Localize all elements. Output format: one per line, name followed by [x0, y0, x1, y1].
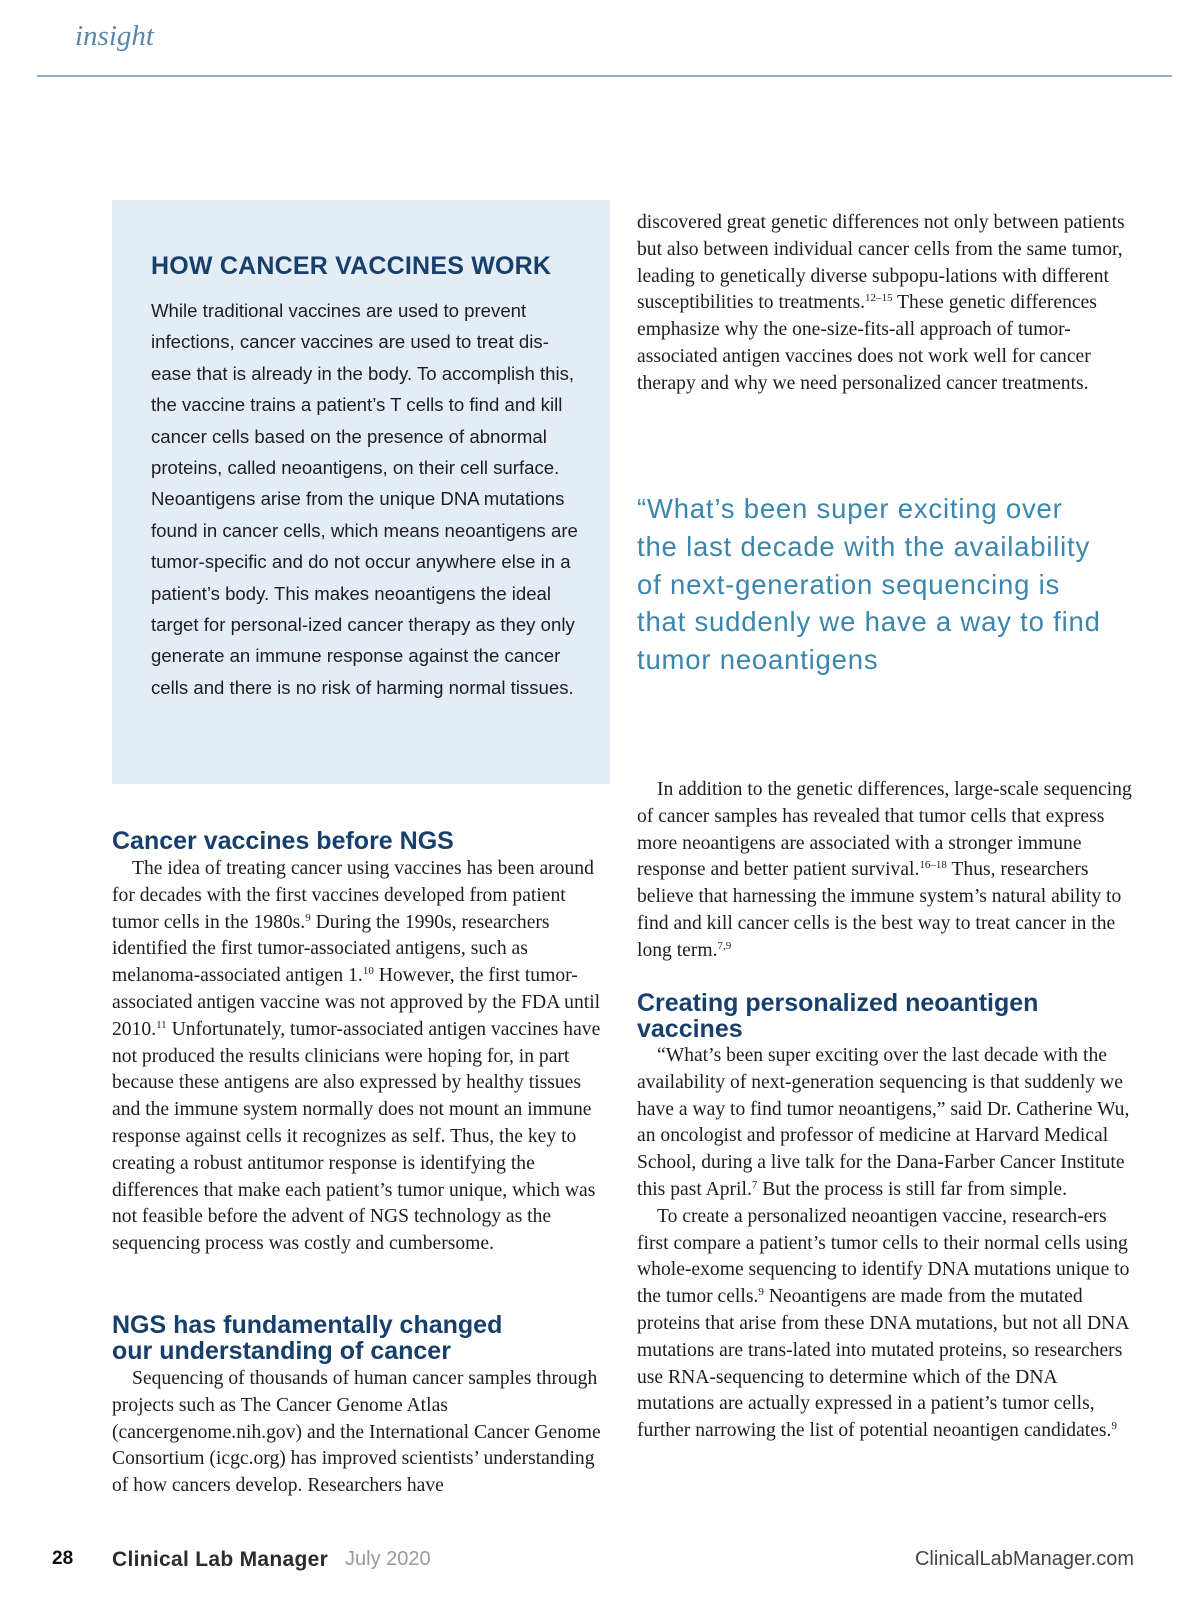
magazine-name: Clinical Lab Manager — [112, 1548, 329, 1571]
page-number: 28 — [52, 1548, 74, 1569]
section-label: insight — [75, 20, 154, 52]
section-heading-ngs-changed: NGS has fundamentally changed our understanding of cancer — [112, 1311, 503, 1365]
pull-quote: “What’s been super exciting over the last decade with the availability of next-generation sequencing is that suddenly we have a way to find tumor neoantigens — [637, 493, 1101, 676]
section-heading-creating-vaccines: Creating personalized neoantigen vaccines — [637, 989, 1039, 1043]
sidebar-title: HOW CANCER VACCINES WORK — [151, 252, 552, 280]
header-rule — [37, 75, 1172, 77]
citation: 9 — [305, 911, 311, 924]
citation: 16–18 — [919, 859, 947, 872]
website-link[interactable]: ClinicalLabManager.com — [914, 1548, 1134, 1570]
citation: 9 — [758, 1286, 764, 1299]
citation: 7,9 — [717, 939, 732, 952]
issue-date: July 2020 — [345, 1548, 431, 1570]
section-heading-cancer-vaccines: Cancer vaccines before NGS — [112, 827, 454, 855]
citation: 12–15 — [865, 292, 893, 305]
sidebar-body: While traditional vaccines are used to prevent infections, cancer vaccines are used to treat dis-ease that is already in the body. To accomplish this, the vaccine trains a patient’s T cells to find and kill cancer cells based on the presence of abnormal proteins, called neoantigens, on their cell surface. Neoantigens arise from the unique DNA mutations found in cancer cells, which means neoantigens are tumor-specific and do not occur anywhere else in a patient’s body. This makes neoantigens the ideal target for personal-ized cancer therapy as they only generate an immune response against the cancer cells and there is no risk of harming normal tissues. — [151, 300, 578, 698]
section1-paragraph: The idea of treating cancer using vaccines has been around for decades with the first vaccines developed from patient tumor cells in the 1980s.$^9$ During the 1990s, researchers identified the first tumor-associated antigens, such as melanoma-associated antigen 1.10 However, the first tumor-associated antigen vaccine was not approved by the FDA until 2010.11 Unfortunately, tumor-associated antigen vaccines have not produced the results clinicians were hoping for, in part because these antigens are also expressed by healthy tissues and the immune system normally does not mount an immune response against cells it recognizes as self. Thus, the key to creating a robust antitumor response is identifying the differences that make each patient’s tumor unique, which was not feasible before the advent of NGS technology as the sequencing process was costly and cumbersome. — [112, 858, 601, 1255]
col2-top-paragraph: discovered great genetic differences not only between patients but also between individual cancer cells from the same tumor, leading to genetically diverse subpopu-lations with different susceptibilities to treatments.$^{12-15}$ These genetic differences emphasize why the one-size-fits-all approach of tumor-associated antigen vaccines does not work well for cancer therapy and why we need personalized cancer treatments. — [637, 212, 1125, 394]
col2-mid-paragraph: In addition to the genetic differences, large-scale sequencing of cancer samples has revealed that tumor cells that express more neoantigens are associated with a stronger immune response and better patient survival.$^{16-18}$ Thus, researchers believe that harnessing the immune system’s natural ability to find and kill cancer cells is the best way to treat cancer in the long term.$^{7,9}$ — [637, 779, 1132, 961]
citation: 7 — [751, 1178, 758, 1191]
section3-paragraphs: “What’s been super exciting over the last decade with the availability of next-generation sequencing is that suddenly we have a way to find tumor neoantigens,” said Dr. Catherine Wu, an oncologist and professor of medicine at Harvard Medical School, during a live talk for the Dana-Farber Cancer Institute this past April.$^7$ But the process is still far from simple. To create a personalized neoantigen vaccine, research-ers first compare a patient’s tumor cells to their normal cells using whole-exome sequencing to identify DNA mutations unique to the tumor cells.$^9$ Neoantigens are made from the mutated proteins that arise from these DNA mutations, but not all DNA mutations are trans-lated into mutated proteins, so researchers use RNA-sequencing to determine which of the DNA mutations are actually expressed in a patient’s tumor cells, further narrowing the list of potential neoantigen candidates.$^9$ — [637, 1045, 1130, 1442]
citation: 9 — [1111, 1420, 1117, 1433]
citation: 11 — [156, 1018, 167, 1031]
citation: 10 — [362, 965, 374, 978]
section2-paragraph: Sequencing of thousands of human cancer samples through projects such as The Cancer Genome Atlas (cancergenome.nih.gov) and the International Cancer Genome Consortium (icgc.org) has improved scientists’ understanding of how cancers develop. Researchers have — [112, 1368, 601, 1497]
